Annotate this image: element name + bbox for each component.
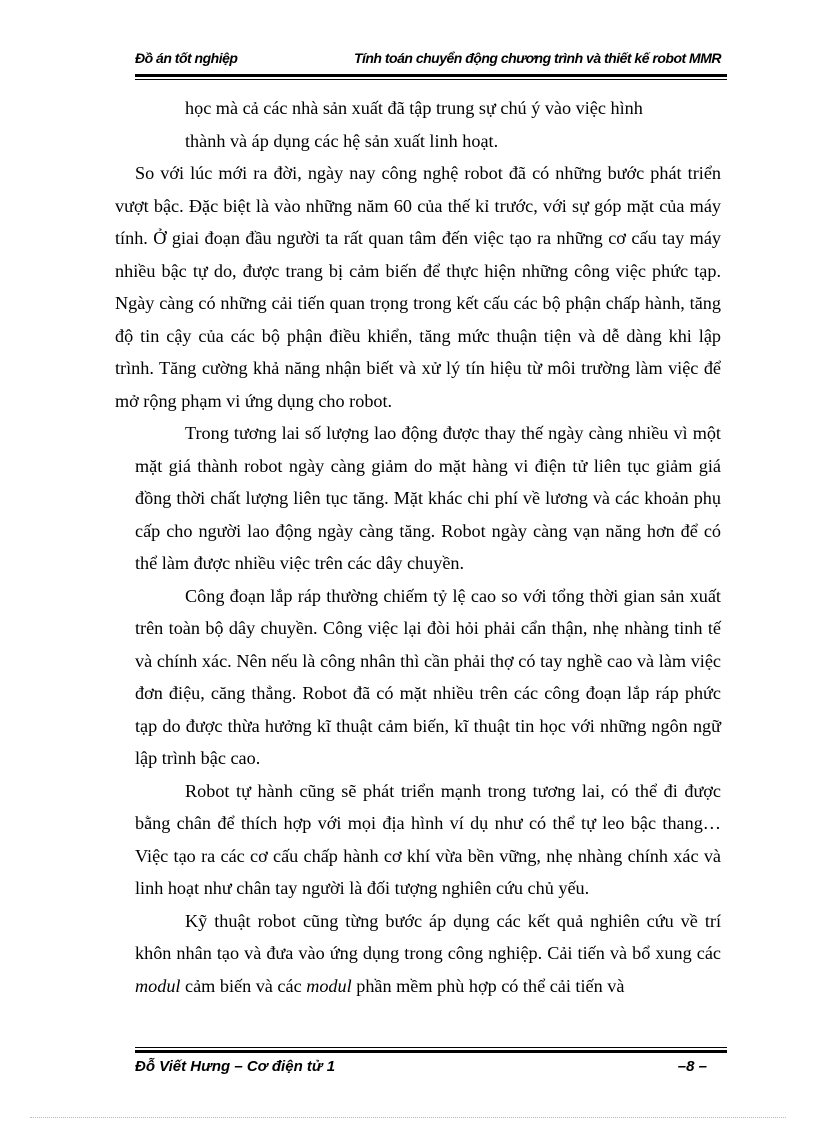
italic-term-modul: modul bbox=[135, 975, 181, 996]
header-rule bbox=[135, 74, 727, 80]
page-footer bbox=[135, 1058, 727, 1080]
header-left-title: Đồ án tốt nghiệp bbox=[135, 50, 238, 66]
paragraph-continuation-line-1: học mà cả các nhà sản xuất đã tập trung sự chú ý vào việc hình bbox=[185, 98, 643, 118]
paragraph-continuation-line-2: thành và áp dụng các hệ sản xuất linh hoạt. bbox=[185, 130, 499, 151]
italic-term-modul: modul bbox=[306, 975, 352, 996]
footer-author: Đỗ Viết Hưng – Cơ điện tử 1 bbox=[135, 1058, 336, 1075]
paragraph-robot-development: So với lúc mới ra đời, ngày nay công nghệ robot đã có những bước phát triển vượt bậc. Đặc biệt là vào những năm 60 của thế kỉ trước, với sự góp mặt của máy tính. Ở giai đoạn đầu người ta rất quan tâm đến việc tạo ra những cơ cấu tay máy nhiều bậc tự do, được trang bị cảm biến để thực hiện những công việc phức tạp. Ngày càng có những cải tiến quan trọng trong kết cấu các bộ phận chấp hành, tăng độ tin cậy của các bộ phận điều khiển, tăng mức thuận tiện và dễ dàng khi lập trình. Tăng cường khả năng nhận biết và xử lý tín hiệu từ môi trường làm việc để mở rộng phạm vi ứng dụng cho robot. bbox=[115, 163, 721, 411]
text-run: cảm biến và các bbox=[180, 975, 307, 996]
paragraph-assembly: Công đoạn lắp ráp thường chiếm tỷ lệ cao so với tổng thời gian sản xuất trên toàn bộ dây chuyền. Công việc lại đòi hỏi phải cẩn thận, nhẹ nhàng tinh tế và chính xác. Nên nếu là công nhân thì cần phải thợ có tay nghề cao và làm việc đơn điệu, căng thẳng. Robot đã có mặt nhiều trên các công đoạn lắp ráp phức tạp do được thừa hưởng kĩ thuật cảm biến, kĩ thuật tin học với những ngôn ngữ lập trình bậc cao. bbox=[135, 585, 721, 768]
page-number: –8 – bbox=[677, 1058, 707, 1075]
text-run: Kỹ thuật robot cũng từng bước áp dụng các kết quả nghiên cứu về trí khôn nhân tạo và đưa vào ứng dụng trong công nghiệp. Cải tiến và bổ xung các bbox=[135, 910, 721, 963]
page-bottom-border bbox=[30, 1117, 786, 1118]
text-run: phần mềm phù hợp có thể cải tiến và bbox=[351, 975, 625, 996]
paragraph-ai-robotics bbox=[135, 905, 721, 1003]
document-body bbox=[115, 92, 721, 1002]
page-header bbox=[135, 50, 727, 74]
paragraph-future-labor: Trong tương lai số lượng lao động được thay thế ngày càng nhiều vì một mặt giá thành robot ngày càng giảm do mặt hàng vi điện tử liên tục giảm giá đồng thời chất lượng liên tục tăng. Mặt khác chi phí về lương và các khoản phụ cấp cho người lao động ngày càng tăng. Robot ngày càng vạn năng hơn để có thể làm được nhiều việc trên các dây chuyền. bbox=[135, 423, 721, 573]
header-right-title: Tính toán chuyển động chương trình và thiết kế robot MMR bbox=[353, 50, 721, 66]
footer-rule bbox=[135, 1047, 727, 1053]
paragraph-mobile-robot: Robot tự hành cũng sẽ phát triển mạnh trong tương lai, có thể đi được bằng chân để thích hợp với mọi địa hình ví dụ như có thể tự leo bậc thang… Việc tạo ra các cơ cấu chấp hành cơ khí vừa bền vững, nhẹ nhàng chính xác và linh hoạt như chân tay người là đối tượng nghiên cứu chủ yếu. bbox=[135, 780, 721, 898]
